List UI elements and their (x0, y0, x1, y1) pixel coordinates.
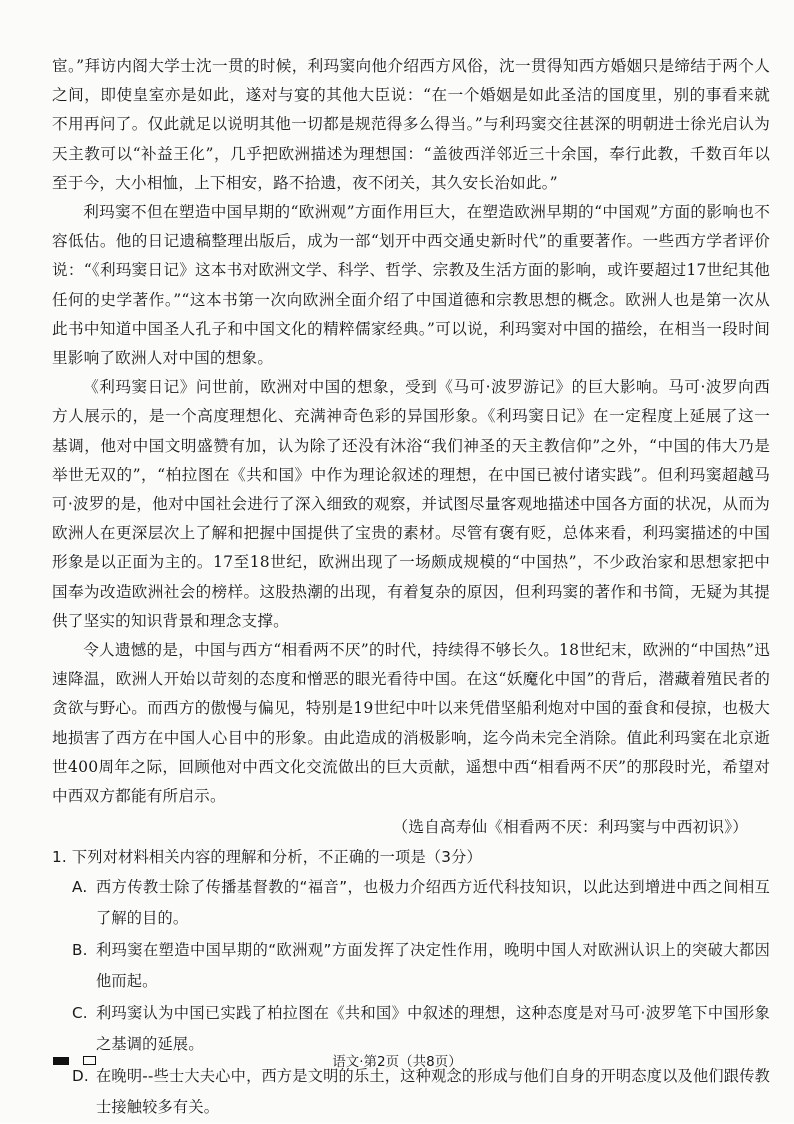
passage-paragraph-2: 利玛窦不但在塑造中国早期的“欧洲观”方面作用巨大，在塑造欧洲早期的“中国观”方面的影响也不容低估。他的日记遗稿整理出版后，成为一部“划开中西交通史新时代”的重要著作。一些西方学者评价说：“《利玛窦日记》这本书对欧洲文学、科学、哲学、宗教及生活方面的影响，或许要超过17世纪其他任何的史学著作。”“这本书第一次向欧洲全面介绍了中国道德和宗教思想的概念。欧洲人也是第一次从此书中知道中国圣人孔子和中国文化的精粹儒家经典。”可以说，利玛窦对中国的描绘，在相当一段时间里影响了欧洲人对中国的想象。 (52, 203, 770, 368)
option-a-text: 西方传教士除了传播基督教的“福音”，也极力介绍西方近代科技知识，以此达到增进中西之间相互了解的目的。 (96, 878, 770, 927)
passage (52, 52, 770, 1124)
page-number: 语文·第2页（共8页） (332, 1054, 462, 1070)
option-c-text: 利玛窦认为中国已实践了柏拉图在《共和国》中叙述的理想，这种态度是对马可·波罗笔下中国形象之基调的延展。 (96, 1004, 770, 1053)
option-b-key: B. (72, 941, 88, 960)
option-c-key: C. (72, 1004, 88, 1023)
passage-paragraph-4: 令人遗憾的是，中国与西方“相看两不厌”的时代，持续得不够长久。18世纪末，欧洲的“中国热”迅速降温，欧洲人开始以苛刻的态度和憎恶的眼光看待中国。在这“妖魔化中国”的背后，潜藏着殖民者的贪欲与野心。而西方的傲慢与偏见，特别是19世纪中叶以来凭借坚船利炮对中国的蚕食和侵掠，也极大地损害了西方在中国人心目中的形象。由此造成的消极影响，迄今尚未完全消除。值此利玛窦在北京逝世400周年之际，回顾他对中西文化交流做出的巨大贡献，遥想中西“相看两不厌”的那段时光，希望对中西双方都能有所启示。 (52, 641, 770, 806)
page-footer (0, 1049, 794, 1073)
question-1 (52, 842, 770, 1122)
option-a[interactable] (52, 872, 770, 933)
passage-paragraph-1: 宦。”拜访内阁大学士沈一贯的时候，利玛窦向他介绍西方风俗，沈一贯得知西方婚姻只是缔结于两个人之间，即使皇室亦是如此，遂对与宴的其他大臣说：“在一个婚姻是如此圣洁的国度里，别的事看来就不用再问了。仅此就足以说明其他一切都是规范得多么得当。”与利玛窦交往甚深的明朝进士徐光启认为天主教可以“补益王化”，几乎把欧洲描述为理想国：“盖彼西洋邻近三十余国，奉行此教，千数百年以至于今，大小相恤，上下相安，路不拾遗，夜不闭关，其久安长治如此。” (52, 57, 770, 192)
question-stem: 1. 下列对材料相关内容的理解和分析，不正确的一项是（3分） (52, 848, 482, 867)
option-b[interactable] (52, 935, 770, 996)
option-d-key: D. (72, 1067, 89, 1086)
option-d-text: 在晚明--些士大夫心中，西方是文明的乐土，这种观念的形成与他们自身的开明态度以及他们跟传教士接触较多有关。 (96, 1067, 770, 1116)
option-b-text: 利玛窦在塑造中国早期的“欧洲观”方面发挥了决定性作用，晚明中国人对欧洲认识上的突破大都因他而起。 (96, 941, 770, 990)
passage-source: （选自高寿仙《相看两不厌：利玛窦与中西初识》） (392, 818, 748, 837)
passage-paragraph-3: 《利玛窦日记》问世前，欧洲对中国的想象，受到《马可·波罗游记》的巨大影响。马可·波罗向西方人展示的，是一个高度理想化、充满神奇色彩的异国形象。《利玛窦日记》在一定程度上延展了这一基调，他对中国文明盛赞有加，认为除了还没有沐浴“我们神圣的天主教信仰”之外，“中国的伟大乃是举世无双的”，“柏拉图在《共和国》中作为理论叙述的理想，在中国已被付诸实践”。但利玛窦超越马可·波罗的是，他对中国社会进行了深入细致的观察，并试图尽量客观地描述中国各方面的状况，从而为欧洲人在更深层次上了解和把握中国提供了宝贵的素材。尽管有褒有贬，总体来看，利玛窦描述的中国形象是以正面为主的。17至18世纪，欧洲出现了一场颇成规模的“中国热”，不少政治家和思想家把中国奉为改造欧洲社会的榜样。这股热潮的出现，有着复杂的原因，但利玛窦的著作和书简，无疑为其提供了坚实的知识背景和理念支撑。 (52, 378, 770, 630)
option-a-key: A. (72, 878, 88, 897)
